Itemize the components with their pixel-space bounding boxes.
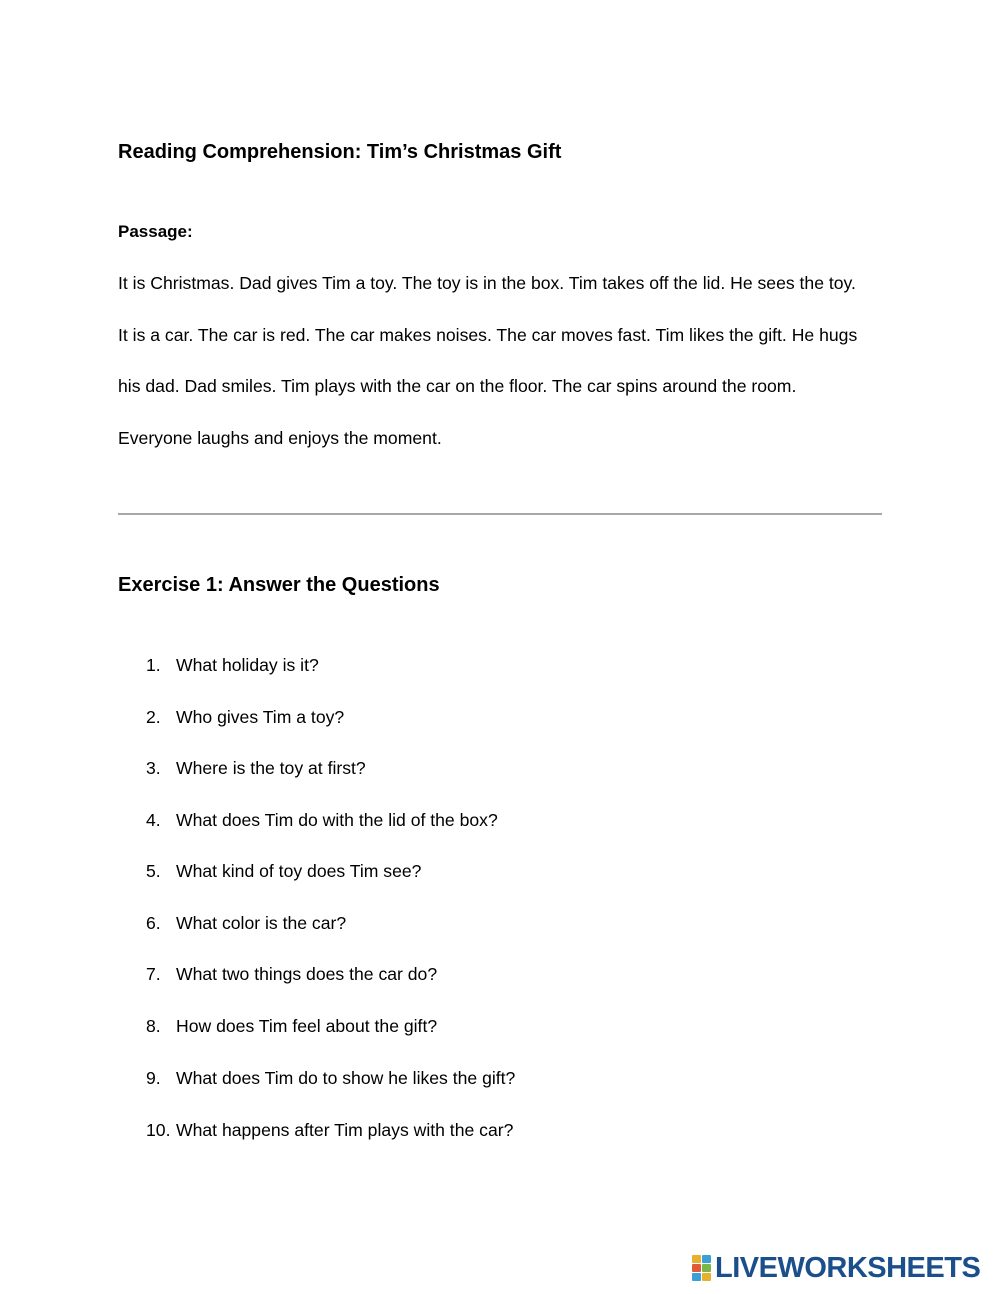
logo-block — [702, 1264, 711, 1272]
logo-text: LIVEWORKSHEETS — [715, 1252, 981, 1284]
question-item — [146, 758, 366, 779]
question-text: What does Tim do with the lid of the box? — [176, 810, 498, 830]
logo-block — [702, 1255, 711, 1263]
question-item — [146, 707, 344, 728]
logo-block — [692, 1273, 701, 1281]
question-item — [146, 655, 319, 676]
question-item — [146, 861, 421, 882]
question-item — [146, 810, 498, 831]
question-item — [146, 964, 437, 985]
logo-block — [692, 1255, 701, 1263]
question-number: 4. — [146, 810, 161, 830]
question-number: 5. — [146, 861, 161, 881]
question-item — [146, 1016, 437, 1037]
question-number: 10. — [146, 1120, 171, 1140]
question-item — [146, 1068, 515, 1089]
exercise-title: Exercise 1: Answer the Questions — [118, 574, 440, 596]
question-text: What holiday is it? — [176, 655, 319, 675]
question-text: Where is the toy at first? — [176, 758, 366, 778]
question-number: 3. — [146, 758, 161, 778]
question-text: What kind of toy does Tim see? — [176, 861, 422, 881]
passage-line: Everyone laughs and enjoys the moment. — [118, 428, 442, 448]
question-text: What does Tim do to show he likes the gift? — [176, 1068, 516, 1088]
logo-block — [692, 1264, 701, 1272]
question-item — [146, 913, 346, 934]
logo-block — [702, 1273, 711, 1281]
question-number: 7. — [146, 964, 161, 984]
liveworksheets-logo[interactable] — [692, 1253, 980, 1283]
question-text: What happens after Tim plays with the car? — [176, 1120, 514, 1140]
question-number: 2. — [146, 707, 161, 727]
question-item — [146, 1120, 513, 1141]
question-number: 1. — [146, 655, 161, 675]
page-title: Reading Comprehension: Tim’s Christmas Gift — [118, 141, 562, 163]
question-text: What color is the car? — [176, 913, 347, 933]
logo-blocks-icon — [692, 1255, 712, 1281]
question-text: What two things does the car do? — [176, 964, 438, 984]
question-number: 8. — [146, 1016, 161, 1036]
question-number: 9. — [146, 1068, 161, 1088]
section-divider — [118, 513, 882, 515]
question-text: How does Tim feel about the gift? — [176, 1016, 438, 1036]
passage-label: Passage: — [118, 222, 193, 241]
question-number: 6. — [146, 913, 161, 933]
passage-line: It is Christmas. Dad gives Tim a toy. The toy is in the box. Tim takes off the lid. He sees the toy. — [118, 273, 856, 293]
passage-line: It is a car. The car is red. The car makes noises. The car moves fast. Tim likes the gift. He hugs — [118, 325, 858, 345]
question-text: Who gives Tim a toy? — [176, 707, 345, 727]
passage-line: his dad. Dad smiles. Tim plays with the car on the floor. The car spins around the room. — [118, 376, 797, 396]
